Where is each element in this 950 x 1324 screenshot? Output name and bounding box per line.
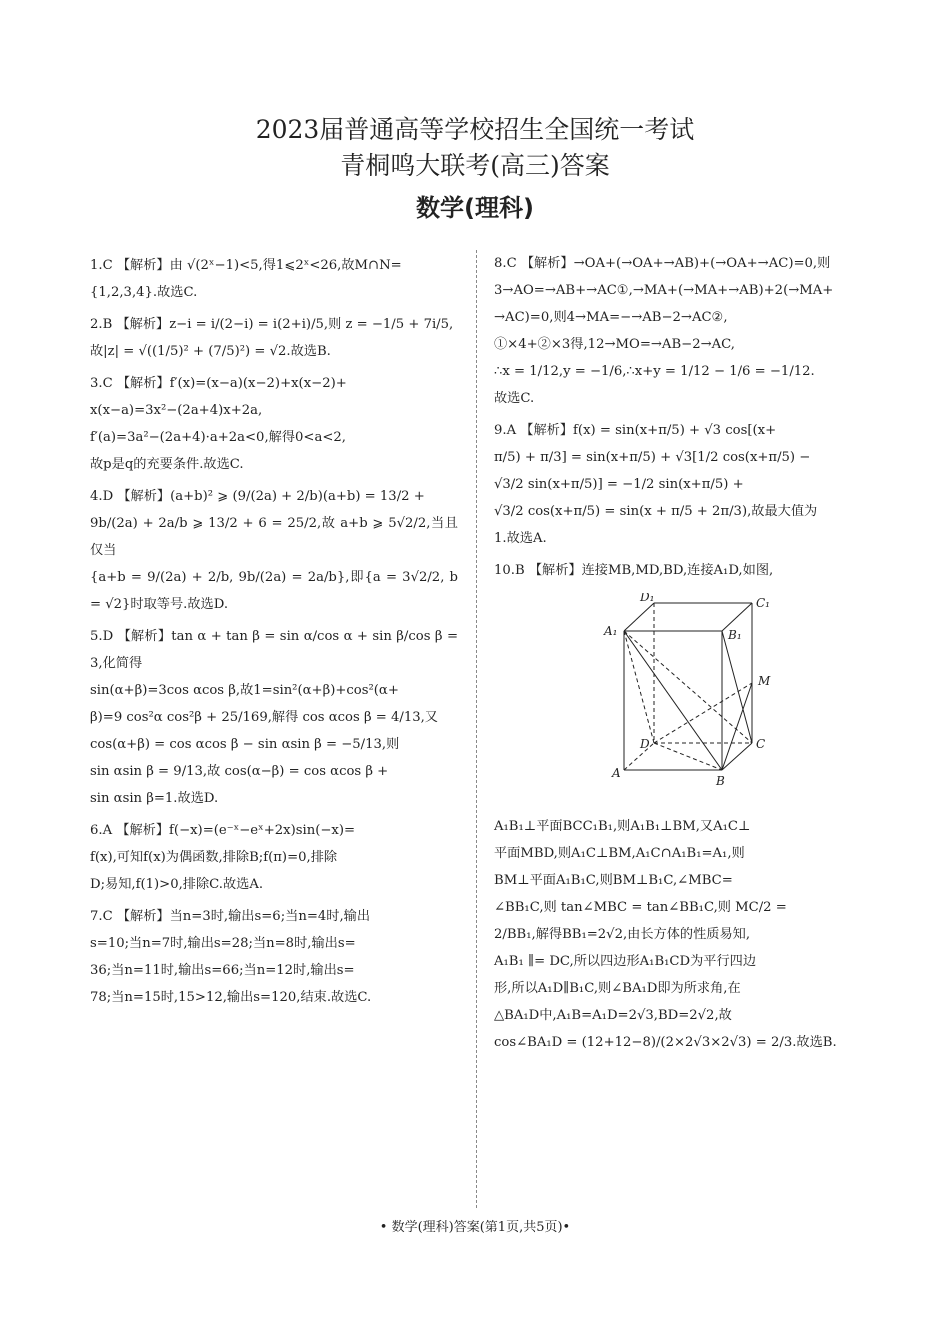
subject-title: 数学(理科)	[416, 194, 534, 222]
answer-line: sin(α+β)=3cos αcos β,故1=sin²(α+β)+cos²(α+	[90, 683, 399, 698]
answer-line: 2/BB₁,解得BB₁=2√2,由长方体的性质易知,	[494, 927, 751, 942]
answer-line: f′(a)=3a²−(2a+4)·a+2a<0,解得0<a<2,	[90, 430, 346, 445]
answer-line: 10.B 【解析】连接MB,MD,BD,连接A₁D,如图,	[494, 563, 774, 578]
label-B: B	[716, 774, 725, 788]
answer-line: 形,所以A₁D∥B₁C,则∠BA₁D即为所求角,在	[494, 981, 741, 996]
answer-line: 故p是q的充要条件.故选C.	[90, 457, 244, 472]
left-column	[90, 252, 458, 1016]
right-column	[494, 250, 862, 1061]
answer-line: √3/2 sin(x+π/5)] = −1/2 sin(x+π/5) +	[494, 477, 744, 492]
answer-line: D;易知,f(1)>0,排除C.故选A.	[90, 877, 264, 892]
answer-line: β)=9 cos²α cos²β + 25/169,解得 cos αcos β = 4/13,又	[90, 710, 438, 725]
answer-10-body	[494, 813, 862, 1056]
answer-10-intro	[494, 557, 862, 584]
answer-line: 3→AO=→AB+→AC①,→MA+(→MA+→AB)+2(→MA+	[494, 283, 834, 298]
label-C: C	[756, 737, 766, 751]
label-D1: D₁	[640, 593, 655, 604]
answer-line: A₁B₁⊥平面BCC₁B₁,则A₁B₁⊥BM,又A₁C⊥	[494, 819, 751, 834]
answer-7	[90, 903, 458, 1011]
answer-line: →AC)=0,则4→MA=−→AB−2→AC②,	[494, 310, 728, 325]
label-C1: C₁	[756, 596, 770, 610]
answer-line: A₁B₁ ∥= DC,所以四边形A₁B₁CD为平行四边	[494, 954, 757, 969]
answer-2	[90, 311, 458, 365]
label-M: M	[758, 674, 771, 688]
answer-3	[90, 370, 458, 478]
answer-8	[494, 250, 862, 412]
answer-line: ∠BB₁C,则 tan∠MBC = tan∠BB₁C,则 MC/2 =	[494, 900, 787, 915]
label-A: A	[612, 766, 621, 780]
answer-line: 2.B 【解析】z−i = i/(2−i) = i(2+i)/5,则 z = −1/5 + 7i/5,	[90, 317, 454, 332]
answer-line: √3/2 cos(x+π/5) = sin(x + π/5 + 2π/3),故最大值为	[494, 504, 818, 519]
answer-line: 4.D 【解析】(a+b)² ⩾ (9/(2a) + 2/b)(a+b) = 13/2 +	[90, 489, 425, 504]
answer-line: 平面MBD,则A₁C⊥BM,A₁C∩A₁B₁=A₁,则	[494, 846, 745, 861]
cuboid-figure	[494, 593, 862, 793]
column-divider	[476, 250, 477, 1208]
answer-line: ∴x = 1/12,y = −1/6,∴x+y = 1/12 − 1/6 = −1/12.	[494, 364, 815, 379]
answer-line: f(x),可知f(x)为偶函数,排除B;f(π)=0,排除	[90, 850, 338, 865]
answer-line: {1,2,3,4}.故选C.	[90, 285, 198, 300]
answer-line: ①×4+②×3得,12→MO=→AB−2→AC,	[494, 337, 735, 352]
answer-line: 故|z| = √((1/5)² + (7/5)²) = √2.故选B.	[90, 344, 331, 359]
answer-line: 故选C.	[494, 391, 535, 406]
answer-line: π/5) + π/3] = sin(x+π/5) + √3[1/2 cos(x+π/5) −	[494, 450, 811, 465]
answer-4	[90, 483, 458, 618]
answer-line: 1.C 【解析】由 √(2ˣ−1)<5,得1⩽2ˣ<26,故M∩N=	[90, 258, 402, 273]
label-B1: B₁	[728, 628, 742, 642]
exam-subtitle: 青桐鸣大联考(高三)答案	[340, 151, 610, 180]
answer-line: 78;当n=15时,15>12,输出s=120,结束.故选C.	[90, 990, 372, 1005]
answer-line: 3.C 【解析】f′(x)=(x−a)(x−2)+x(x−2)+	[90, 376, 347, 391]
label-D: D	[640, 737, 650, 751]
answer-line: BM⊥平面A₁B₁C,则BM⊥B₁C,∠MBC=	[494, 873, 733, 888]
answer-line: 5.D 【解析】tan α + tan β = sin α/cos α + sin β/cos β = 3,化简得	[90, 629, 458, 671]
answer-line: 9b/(2a) + 2a/b ⩾ 13/2 + 6 = 25/2,故 a+b ⩾ 5√2/2,当且仅当	[90, 516, 458, 558]
answer-line: 1.故选A.	[494, 531, 547, 546]
answer-line: cos(α+β) = cos αcos β − sin αsin β = −5/13,则	[90, 737, 400, 752]
answer-1	[90, 252, 458, 306]
answer-line: sin αsin β=1.故选D.	[90, 791, 219, 806]
answer-line: s=10;当n=7时,输出s=28;当n=8时,输出s=	[90, 936, 356, 951]
page-footer: • 数学(理科)答案(第1页,共5页)•	[379, 1220, 571, 1235]
answer-line: 36;当n=11时,输出s=66;当n=12时,输出s=	[90, 963, 355, 978]
exam-title: 2023届普通高等学校招生全国统一考试	[255, 115, 695, 144]
answer-6	[90, 817, 458, 898]
answer-line: x(x−a)=3x²−(2a+4)x+2a,	[90, 403, 263, 418]
answer-line: sin αsin β = 9/13,故 cos(α−β) = cos αcos β +	[90, 764, 389, 779]
answer-5	[90, 623, 458, 812]
label-A1: A₁	[604, 624, 618, 638]
answer-line: 9.A 【解析】f(x) = sin(x+π/5) + √3 cos[(x+	[494, 423, 777, 438]
answer-line: 7.C 【解析】当n=3时,输出s=6;当n=4时,输出	[90, 909, 371, 924]
answer-9	[494, 417, 862, 552]
answer-line: △BA₁D中,A₁B=A₁D=2√3,BD=2√2,故	[494, 1008, 732, 1023]
answer-line: cos∠BA₁D = (12+12−8)/(2×2√3×2√3) = 2/3.故选B.	[494, 1035, 837, 1050]
answer-line: {a+b = 9/(2a) + 2/b, 9b/(2a) = 2a/b},即{a = 3√2/2, b = √2}时取等号.故选D.	[90, 570, 458, 612]
answer-line: 6.A 【解析】f(−x)=(e⁻ˣ−eˣ+2x)sin(−x)=	[90, 823, 356, 838]
answer-line: 8.C 【解析】→OA+(→OA+→AB)+(→OA+→AC)=0,则	[494, 256, 831, 271]
